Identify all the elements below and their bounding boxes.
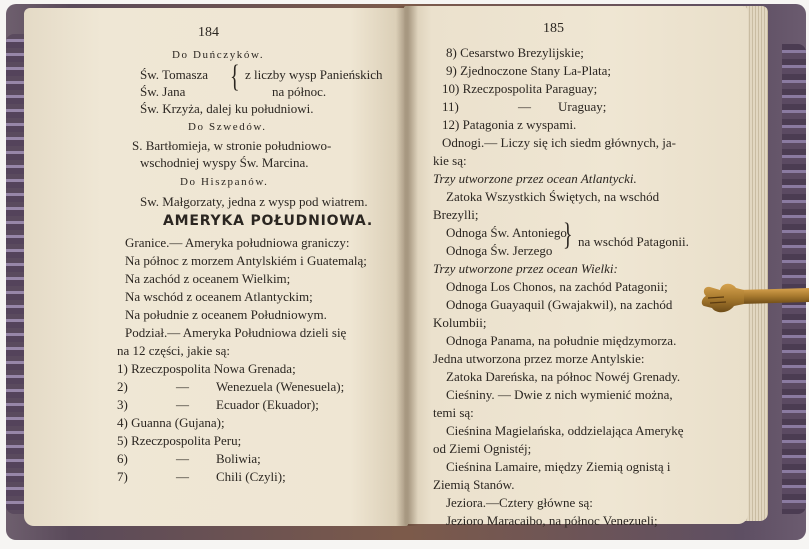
right-line-18: Kolumbii; bbox=[433, 315, 487, 330]
right-page-number: 185 bbox=[543, 21, 564, 36]
left-dash-3: — bbox=[176, 397, 189, 412]
left-line-16: Na wschód z oceanem Atlantyckim; bbox=[125, 289, 313, 304]
right-line-28: Jeziora.—Cztery główne są: bbox=[446, 495, 593, 510]
left-line-19: na 12 części, jakie są: bbox=[117, 343, 230, 358]
right-line-21: Zatoka Dareńska, na północ Nowéj Grenady. bbox=[446, 369, 681, 384]
book-gutter-shadow bbox=[396, 6, 418, 526]
right-line-20: Jedna utworzona przez morze Antylskie: bbox=[433, 351, 645, 366]
right-line-26: Cieśnina Lamaire, między Ziemią ognistą i bbox=[446, 459, 671, 474]
right-line-13: Odnoga Św. Jerzego bbox=[446, 243, 553, 258]
left-line-20: 1) Rzeczpospolita Nowa Grenada; bbox=[117, 361, 296, 376]
left-line-11: Sw. Małgorzaty, jedna z wysp pod wiatrem. bbox=[140, 194, 368, 209]
left-line-15: Na zachód z oceanem Wielkim; bbox=[125, 271, 291, 286]
right-line-14: na wschód Patagonii. bbox=[578, 234, 689, 249]
right-line-19: Odnoga Panama, na południe międzymorza. bbox=[446, 333, 677, 348]
left-dash-7: — bbox=[176, 469, 189, 484]
left-line-10: Do Hiszpanów. bbox=[180, 176, 269, 188]
right-brace: } bbox=[563, 217, 573, 253]
right-line-29: Jezioro Maracaibo, na północ Venezueli; bbox=[446, 513, 658, 528]
right-line-22: Cieśniny. — Dwie z nich wymienić można, bbox=[446, 387, 673, 402]
right-line-17: Odnoga Guayaquil (Gwajakwil), na zachód bbox=[446, 297, 673, 312]
left-line-14: Na północ z morzem Antylskiém i Guatemalą; bbox=[125, 253, 367, 268]
right-line-25: od Ziemi Ognistéj; bbox=[433, 441, 532, 456]
left-line-7: Do Szwedów. bbox=[188, 121, 267, 133]
left-line-21: 2) bbox=[117, 379, 128, 394]
left-line-9: wschodniej wyspy Św. Marcina. bbox=[140, 155, 309, 170]
right-line-23: temi są: bbox=[433, 405, 474, 420]
right-line-10: Zatoka Wszystkich Świętych, na wschód bbox=[446, 189, 660, 204]
left-line-30: Chili (Czyli); bbox=[216, 469, 286, 484]
right-line-5: Uraguay; bbox=[558, 99, 607, 114]
right-line-1: 8) Cesarstwo Brezylijskie; bbox=[446, 45, 584, 60]
brass-hand-clasp-icon bbox=[698, 276, 809, 322]
left-line-18: Podział.— Ameryka Południowa dzieli się bbox=[125, 325, 347, 340]
right-line-12: Odnoga Św. Antoniego bbox=[446, 225, 567, 240]
left-line-2: Św. Tomasza bbox=[140, 67, 209, 82]
left-heading: AMERYKA POŁUDNIOWA. bbox=[163, 213, 373, 229]
left-line-27: 6) bbox=[117, 451, 128, 466]
left-line-5: na północ. bbox=[272, 84, 327, 99]
left-line-4: Św. Jana bbox=[140, 84, 186, 99]
left-line-25: 4) Guanna (Gujana); bbox=[117, 415, 225, 430]
left-line-24: Ecuador (Ekuador); bbox=[216, 397, 319, 412]
left-line-22: Wenezuela (Wenesuela); bbox=[216, 379, 345, 394]
right-line-16: Odnoga Los Chonos, na zachód Patagonii; bbox=[446, 279, 668, 294]
left-line-8: S. Bartłomieja, w stronie południowo- bbox=[132, 138, 332, 153]
left-dash-6: — bbox=[176, 451, 189, 466]
left-line-3: z liczby wysp Panieńskich bbox=[245, 67, 383, 82]
right-line-7: Odnogi.— Liczy się ich siedm głównych, ja- bbox=[442, 135, 676, 150]
right-line-27: Ziemią Stanów. bbox=[433, 477, 515, 492]
right-dash-11: — bbox=[518, 99, 531, 114]
left-page-number: 184 bbox=[198, 25, 219, 40]
right-line-24: Cieśnina Magielańska, oddzielająca Amerykę bbox=[446, 423, 684, 438]
right-line-6: 12) Patagonia z wyspami. bbox=[442, 117, 577, 132]
right-line-9: Trzy utworzone przez ocean Atlantycki. bbox=[433, 171, 637, 186]
cover-marbled-edge-left bbox=[6, 34, 24, 514]
left-line-23: 3) bbox=[117, 397, 128, 412]
left-line-6: Św. Krzyża, dalej ku południowi. bbox=[140, 101, 314, 116]
right-line-2: 9) Zjednoczone Stany La-Plata; bbox=[446, 63, 611, 78]
left-line-17: Na południe z oceanem Południowym. bbox=[125, 307, 327, 322]
right-line-4: 11) bbox=[442, 99, 459, 114]
right-line-11: Brezylli; bbox=[433, 207, 479, 222]
right-line-8: kie są: bbox=[433, 153, 467, 168]
left-line-13: Granice.— Ameryka południowa graniczy: bbox=[125, 235, 350, 250]
left-line-29: 7) bbox=[117, 469, 128, 484]
right-line-3: 10) Rzeczpospolita Paraguay; bbox=[442, 81, 598, 96]
left-dash-2: — bbox=[176, 379, 189, 394]
left-line-1: Do Duńczyków. bbox=[172, 49, 265, 61]
left-line-26: 5) Rzeczpospolita Peru; bbox=[117, 433, 242, 448]
left-brace: { bbox=[230, 59, 240, 95]
left-line-28: Boliwia; bbox=[216, 451, 261, 466]
right-line-15: Trzy utworzone przez ocean Wielki: bbox=[433, 261, 618, 276]
